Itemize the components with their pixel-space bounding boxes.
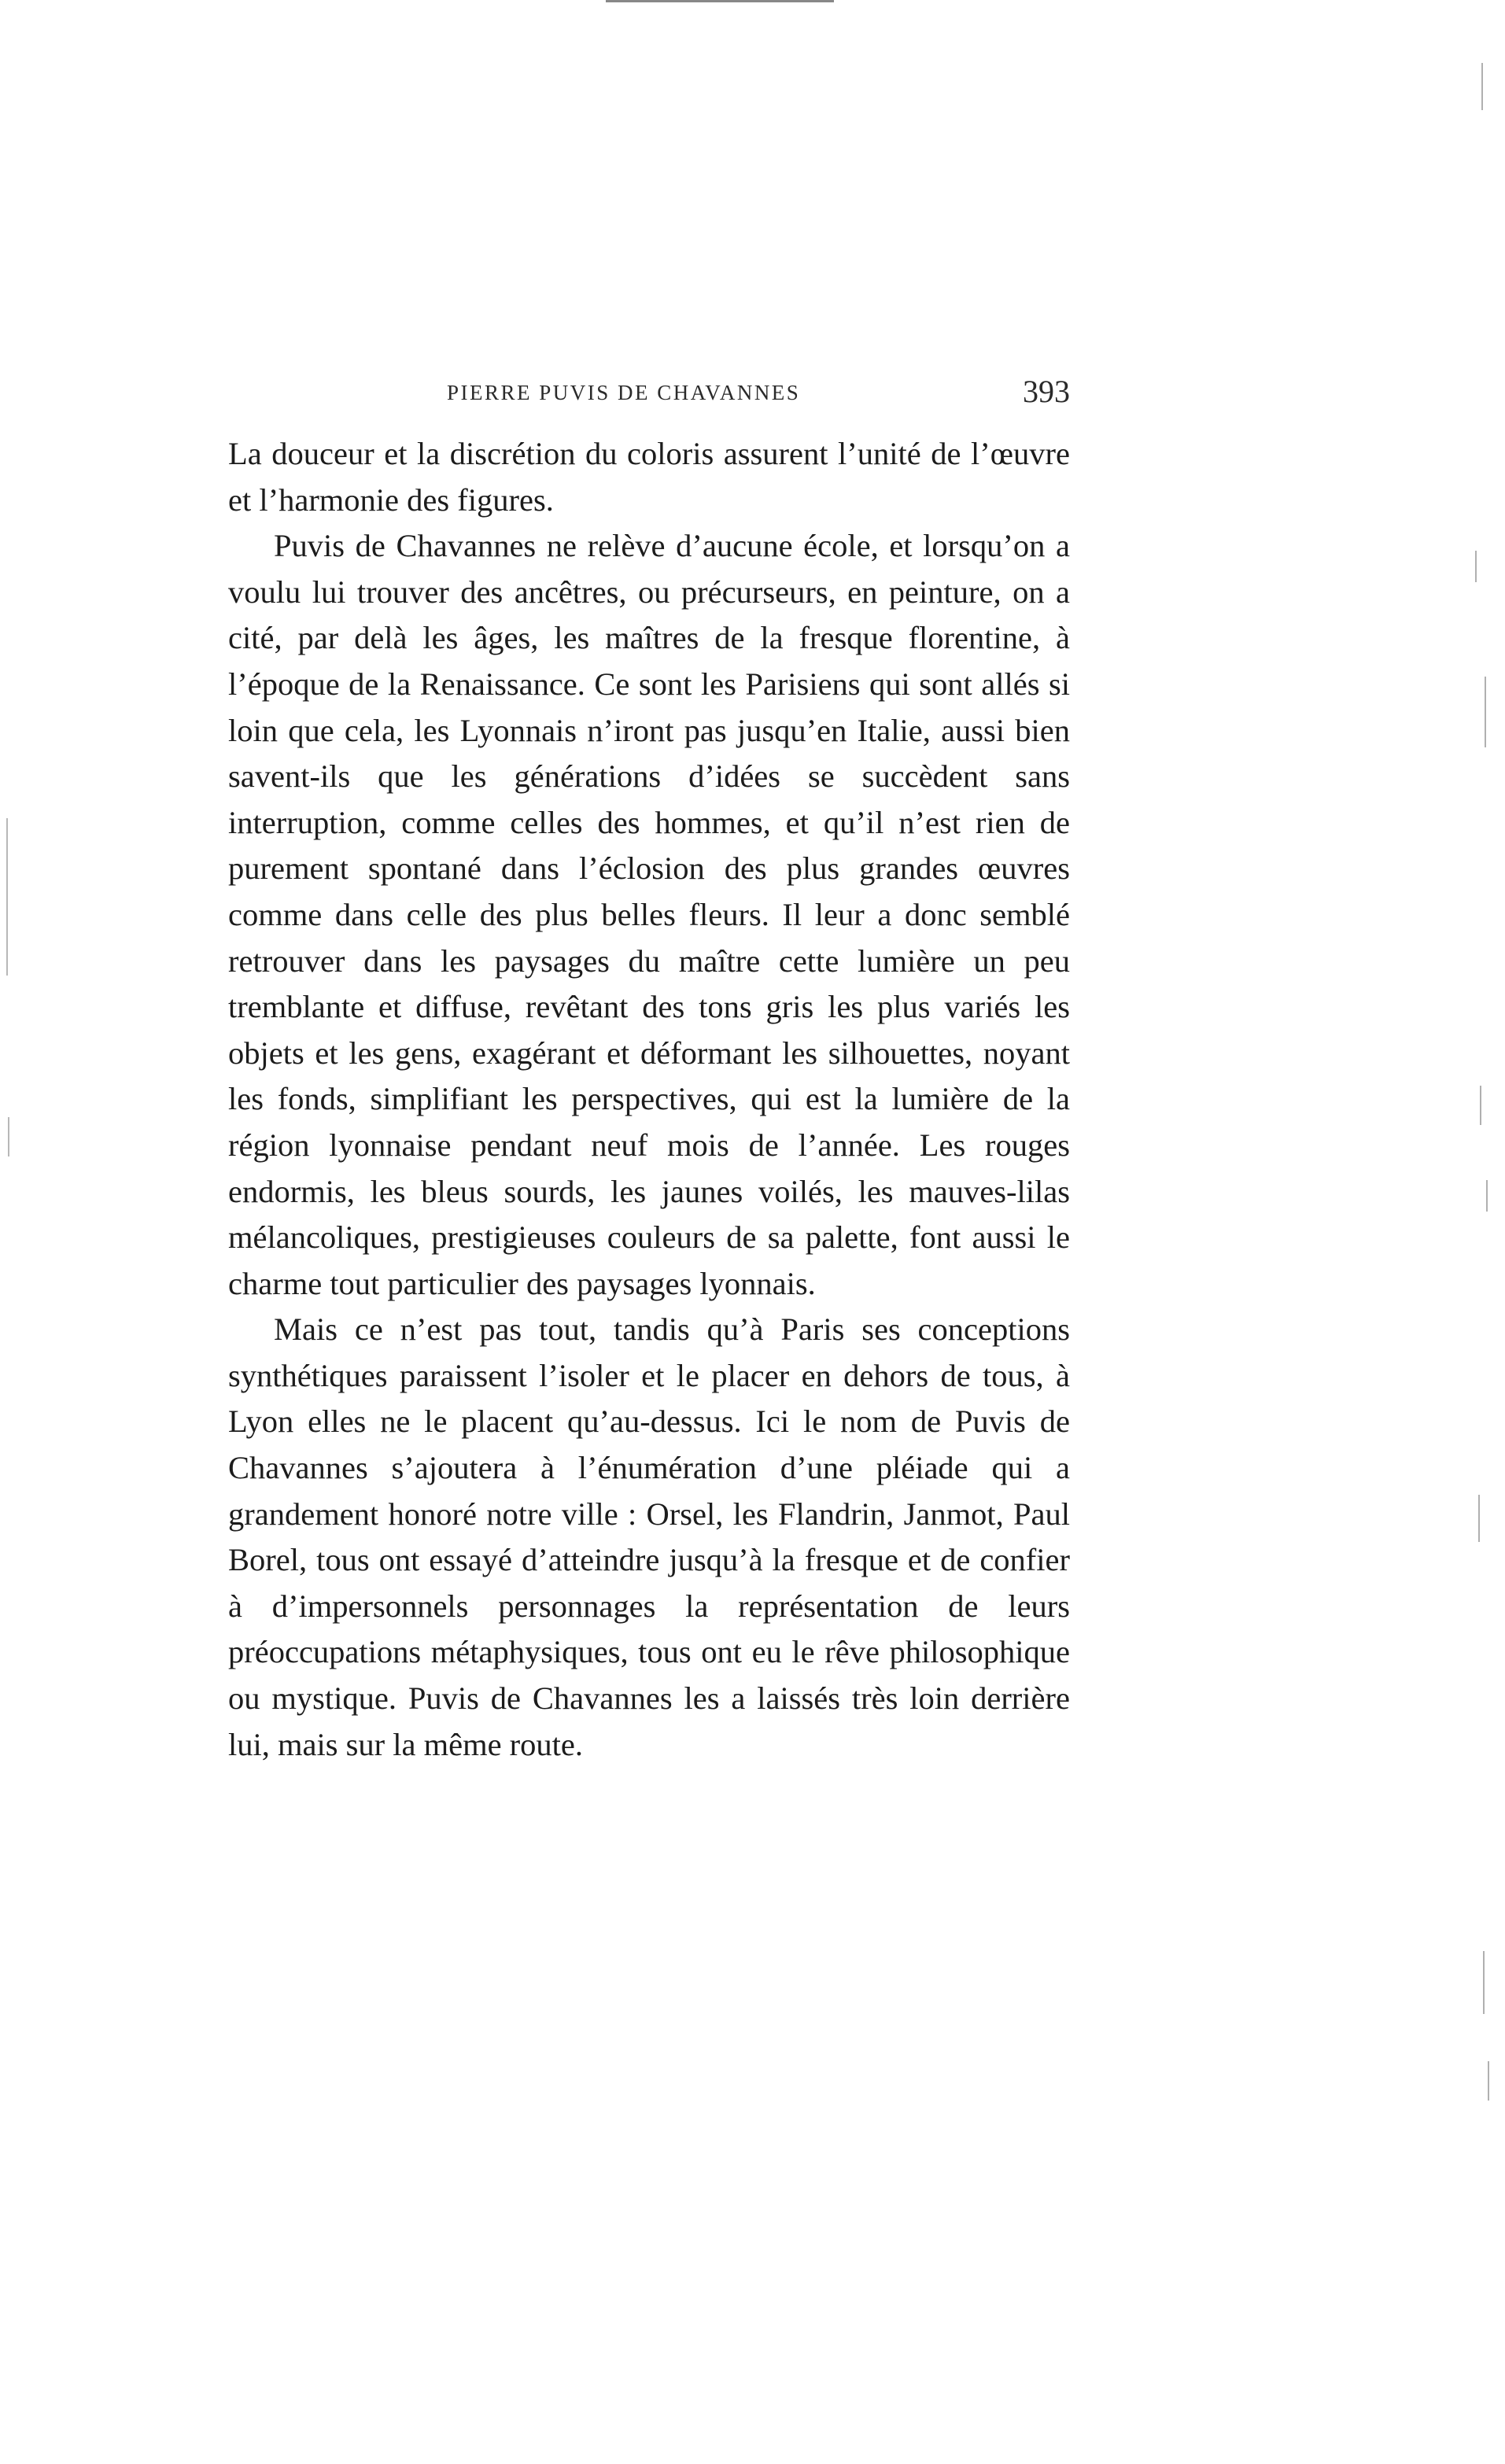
left-margin-mark	[6, 818, 8, 976]
body-text	[228, 431, 1070, 1768]
running-title: PIERRE PUVIS DE CHAVANNES	[447, 381, 801, 404]
paragraph: La douceur et la discrétion du coloris assurent l’unité de l’œuvre et l’harmonie des figures.	[228, 436, 1070, 518]
page-number: 393	[1023, 374, 1070, 409]
paragraph: Puvis de Chavannes ne relève d’aucune école, et lorsqu’on a voulu lui trouver des ancêtres, ou précurseurs, en peinture, on a cité, par delà les âges, les maîtres de la fresque florentine, à l’époque de la Renaissance. Ce sont les Parisiens qui sont allés si loin que cela, les Lyonnais n’iront pas jusqu’en Italie, aussi bien savent-ils que les générations d’idées se succèdent sans interruption, comme celles des hommes, et qu’il n’est rien de purement spontané dans l’éclosion des plus grandes œuvres comme dans celle des plus belles fleurs. Il leur a donc semblé retrouver dans les paysages du maître cette lumière un peu tremblante et diffuse, revêtant des tons gris les plus variés les objets et les gens, exagérant et déformant les silhouettes, noyant les fonds, simplifiant les perspectives, qui est la lumière de la région lyonnaise pendant neuf mois de l’année. Les rouges endormis, les bleus sourds, les jaunes voilés, les mauves-lilas mélancoliques, prestigieuses couleurs de sa palette, font aussi le charme tout particulier des paysages lyonnais.	[228, 528, 1070, 1301]
paragraph: Mais ce n’est pas tout, tandis qu’à Paris ses conceptions synthétiques paraissent l’isoler et le placer en dehors de tous, à Lyon elles ne le placent qu’au-dessus. Ici le nom de Puvis de Chavannes s’ajoutera à l’énumération d’une pléiade qui a grandement honoré notre ville : Orsel, les Flandrin, Janmot, Paul Borel, tous ont essayé d’atteindre jusqu’à la fresque et de confier à d’impersonnels personnages la représentation de leurs préoccupations métaphysiques, tous ont eu le rêve philosophique ou mystique. Puvis de Chavannes les a laissés très loin derrière lui, mais sur la même route.	[228, 1311, 1070, 1762]
left-margin-mark	[8, 1117, 9, 1156]
top-edge-rule	[606, 0, 834, 2]
scan-edge-marks	[1458, 0, 1505, 2464]
running-head	[228, 376, 1070, 415]
